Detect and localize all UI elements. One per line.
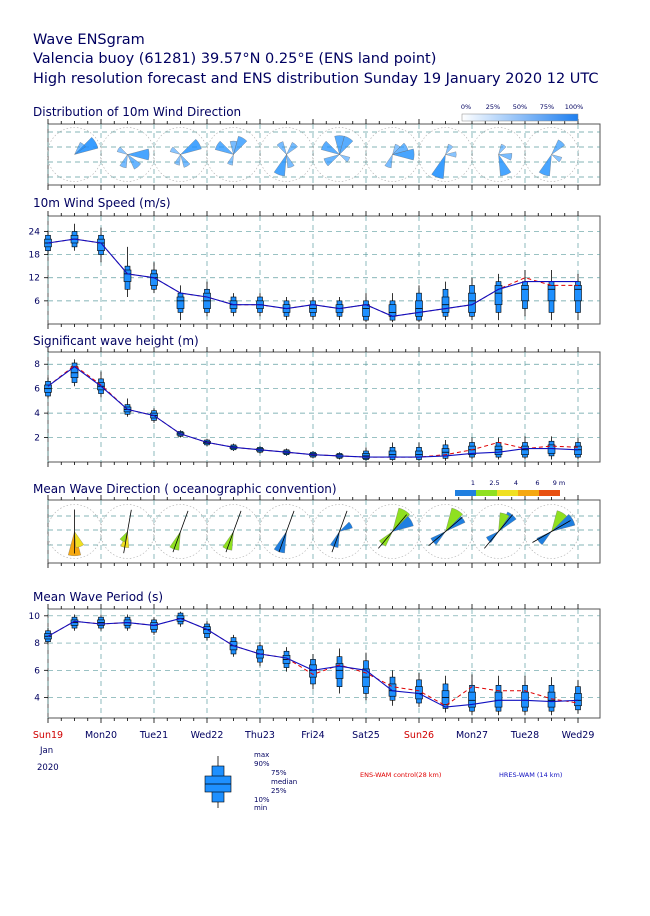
location-subtitle: Valencia buoy (61281) 39.57°N 0.25°E (ENS land point): [33, 51, 437, 67]
wind-direction-title: Distribution of 10m Wind Direction: [33, 105, 242, 119]
legend-control: ENS-WAM control(28 km): [360, 771, 442, 779]
wave_direction-mean-arrow: [484, 515, 512, 549]
wind-dir-legend-label: 75%: [539, 103, 555, 111]
month-label: Jan: [40, 746, 54, 756]
wave_direction-sector: [274, 532, 286, 554]
wave_height-panel: [34, 347, 600, 467]
wave_period-box: [151, 617, 158, 635]
day-label: Mon27: [455, 730, 489, 741]
wind_direction-rose: [101, 128, 155, 182]
wind_direction-sector: [277, 142, 287, 155]
day-label: Sun19: [32, 730, 64, 741]
wind_direction-rose: [154, 128, 208, 182]
wind_speed-box: [98, 228, 105, 263]
wave_period-box: [310, 654, 317, 689]
wave_height-box: [363, 447, 370, 460]
wind_direction-sector: [287, 155, 295, 168]
wave_direction-mean-arrow: [226, 511, 241, 552]
wind_direction-sector: [324, 155, 340, 167]
chart-title: Wave ENSgram: [33, 32, 145, 48]
wind_direction-sector: [432, 155, 446, 179]
wave_direction-sector: [537, 532, 552, 545]
wave_period-box-inner: [204, 627, 211, 634]
legend-p90: 90%: [254, 760, 270, 768]
wave_period-box-inner: [575, 693, 582, 705]
wave_direction-panel-frame: [48, 500, 600, 563]
wind_direction-rose: [419, 128, 473, 182]
wave_height-box: [45, 378, 52, 399]
day-label: Sun26: [403, 730, 435, 741]
wave_period-box: [389, 670, 396, 705]
wave-dir-legend-label: 2.5: [489, 479, 500, 487]
legend-p25: 25%: [271, 787, 287, 795]
wind_speed-box: [575, 274, 582, 320]
wave_height-box-inner: [522, 446, 529, 455]
wind_speed-box: [389, 293, 396, 322]
wave_period-box: [469, 674, 476, 715]
wind_speed-box: [522, 270, 529, 316]
forecast-subtitle: High resolution forecast and ENS distribution Sunday 19 January 2020 12 UTC: [33, 71, 599, 87]
wave_height-ytick-label: 8: [34, 360, 40, 371]
wind_speed-ytick-label: 24: [28, 227, 40, 238]
wind_speed-box: [469, 278, 476, 320]
wind-dir-legend-bar: [462, 114, 578, 121]
wave_direction-rose: [525, 505, 579, 559]
wave_direction-rose: [419, 505, 473, 559]
wind_direction-sector: [181, 155, 191, 168]
wind_direction-sector: [174, 155, 180, 166]
wind_speed-ytick-label: 18: [28, 250, 40, 261]
wave_period-ytick-label: 4: [34, 693, 40, 704]
wind-dir-legend-label: 50%: [512, 103, 528, 111]
wind_direction-sector: [552, 155, 562, 163]
day-label: Wed29: [561, 730, 595, 741]
legend-median-label: median: [271, 778, 298, 786]
wind-speed-title: 10m Wind Speed (m/s): [33, 196, 171, 210]
year-label: 2020: [37, 763, 59, 773]
wave_direction-mean-arrow: [173, 511, 188, 552]
legend-max: max: [254, 751, 270, 759]
wave_height-box: [469, 438, 476, 460]
wave_height-box-inner: [389, 451, 396, 457]
wind_direction-sector: [117, 147, 127, 155]
wind-dir-legend: [461, 103, 583, 121]
wind_speed-box: [204, 282, 211, 317]
wind_direction-rose: [472, 128, 526, 182]
wave_period-box-inner: [522, 692, 529, 707]
wave_period-box-inner: [151, 623, 158, 630]
wave_height-ytick-label: 4: [34, 409, 40, 420]
wave_period-box-inner: [495, 692, 502, 707]
wave_period-box: [575, 680, 582, 714]
wave-dir-legend-label: 1: [470, 479, 476, 487]
day-axis: [33, 730, 594, 773]
day-label: Wed22: [190, 730, 224, 741]
wind_speed-box-inner: [389, 305, 396, 317]
wind-dir-legend-label: 100%: [564, 103, 584, 111]
wind-dir-legend-label: 25%: [485, 103, 501, 111]
wind_direction-rose: [366, 128, 420, 182]
wave-dir-legend-swatch: [455, 490, 476, 496]
wind_direction-sector: [385, 155, 393, 168]
wave_direction-mean-arrow: [378, 515, 406, 549]
wave_period-ytick-label: 10: [28, 611, 40, 622]
wave_period-box-inner: [310, 665, 317, 677]
wave_direction-mean-arrow: [429, 517, 463, 545]
wave_direction-panel: [48, 495, 601, 568]
wind_direction-sector: [227, 155, 233, 166]
wind_speed-box-inner: [98, 239, 105, 251]
wave_period-box: [45, 628, 52, 643]
wave-direction-title: Mean Wave Direction ( oceanographic convention): [33, 482, 337, 496]
wind_direction-panel: [48, 119, 601, 190]
wave_period-box: [98, 614, 105, 630]
wave_height-box: [548, 436, 555, 459]
day-label: Sat25: [352, 730, 380, 741]
wind_direction-sector: [340, 155, 350, 163]
day-label: Fri24: [301, 730, 325, 741]
wave_period-box: [548, 677, 555, 715]
wave_direction-rose: [313, 505, 367, 559]
day-label: Thu23: [245, 730, 275, 741]
wave_height-ytick-label: 6: [34, 384, 40, 395]
wave_direction-rose: [48, 505, 102, 559]
wind_speed-box-inner: [575, 285, 582, 300]
wind_direction-sector: [539, 155, 551, 177]
wind_direction-sector: [287, 142, 298, 154]
wind_speed-box-inner: [548, 285, 555, 300]
wind_direction-sector: [499, 144, 507, 154]
wind_speed-box: [442, 282, 449, 321]
wind_speed-box-inner: [363, 305, 370, 317]
wave_height-box: [389, 442, 396, 460]
legend-hres: HRES-WAM (14 km): [499, 771, 563, 779]
wave_height-box: [71, 359, 78, 386]
wind_speed-box-inner: [522, 285, 529, 300]
wave_period-panel: [29, 604, 600, 723]
wave_height-box-inner: [495, 446, 502, 455]
wave_direction-rose: [207, 505, 261, 559]
legend-min: min: [254, 804, 268, 812]
wave-dir-legend-swatch: [518, 490, 539, 496]
wave-height-title: Significant wave height (m): [33, 334, 199, 348]
wind_direction-rose: [525, 128, 579, 182]
wind_direction-rose: [260, 128, 314, 182]
wave_height-box-inner: [416, 451, 423, 457]
wind_direction-sector: [274, 155, 286, 177]
wind_direction-rose: [313, 128, 367, 182]
wave_height-box: [575, 438, 582, 460]
wind_direction-rose: [207, 128, 261, 182]
wave-dir-legend-label: 9 m: [552, 479, 566, 487]
wave-dir-legend-swatch: [476, 490, 497, 496]
wave_period-box: [336, 649, 343, 694]
wind-dir-legend-label: 0%: [460, 103, 472, 111]
wind_direction-sector: [170, 147, 180, 155]
wind_speed-box: [363, 293, 370, 322]
wave_direction-sector: [75, 532, 84, 548]
day-label: Tue21: [139, 730, 169, 741]
wave-dir-legend-label: 4: [513, 479, 519, 487]
wave_period-ytick-label: 6: [34, 666, 40, 677]
wave_direction-mean-arrow: [532, 521, 570, 543]
wind_speed-box: [495, 274, 502, 320]
wind_speed-box: [416, 285, 423, 322]
wind_speed-box: [310, 297, 317, 320]
wind_speed-box-inner: [177, 297, 184, 309]
wave_height-box: [442, 440, 449, 461]
legend-p10: 10%: [254, 796, 270, 804]
wave_direction-rose: [472, 505, 526, 559]
wind_speed-box: [71, 224, 78, 251]
wave_direction-mean-arrow: [279, 511, 294, 552]
wave_period-box: [363, 653, 370, 701]
wave_direction-rose: [101, 505, 155, 559]
wave_period-ytick-label: 8: [34, 639, 40, 650]
day-label: Mon20: [84, 730, 118, 741]
boxplot-legend: [205, 751, 562, 812]
wave_height-box: [416, 442, 423, 460]
wind_direction-rose: [48, 128, 102, 182]
wave_height-box: [495, 438, 502, 460]
wave_direction-rose: [260, 505, 314, 559]
wave_direction-rose: [154, 505, 208, 559]
wind_speed-panel: [29, 211, 600, 329]
wave-dir-legend-swatch: [497, 490, 518, 496]
wind_speed-box: [177, 285, 184, 320]
wave_direction-rose: [366, 505, 420, 559]
wind_speed-ytick-label: 12: [28, 273, 40, 284]
wave_period-box: [522, 676, 529, 716]
wind_speed-ytick-label: 6: [34, 296, 40, 307]
wind_direction-sector: [120, 155, 128, 168]
legend-p75: 75%: [271, 769, 287, 777]
wave_direction-mean-arrow: [332, 511, 347, 552]
wave-period-title: Mean Wave Period (s): [33, 590, 164, 604]
wave-dir-legend-label: 6: [535, 479, 540, 487]
wave_period-box: [495, 676, 502, 716]
day-label: Tue28: [510, 730, 540, 741]
wave-dir-legend: [455, 479, 565, 496]
wave_height-ytick-label: 2: [34, 433, 40, 444]
wave-dir-legend-swatch: [539, 490, 560, 496]
